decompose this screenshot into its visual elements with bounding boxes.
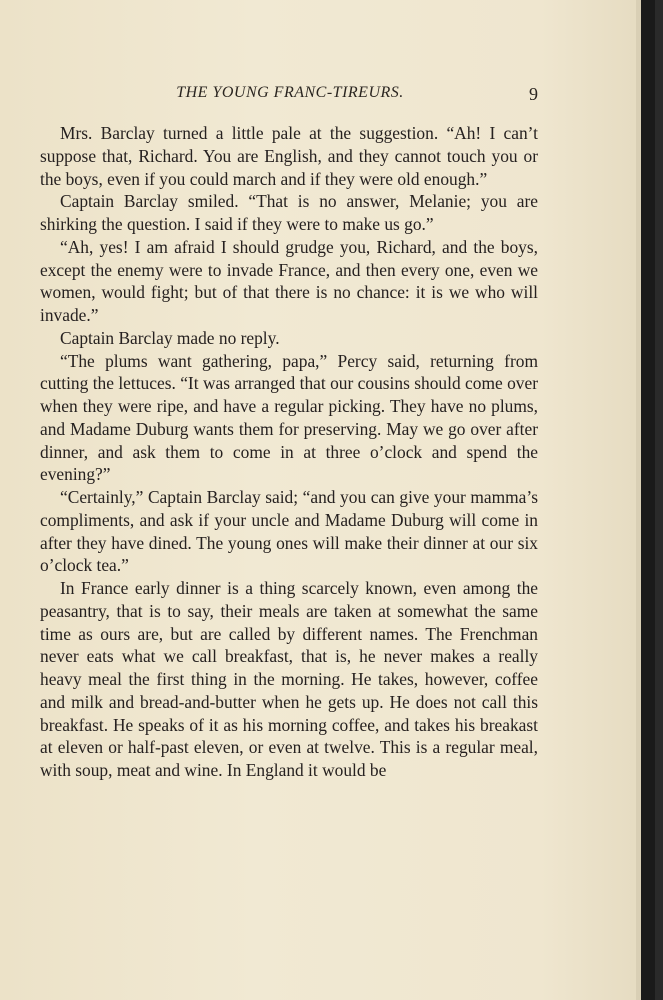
paragraph: Captain Barclay smiled. “That is no answer, Melanie; you are shirking the question. I said if they were to make us go.” — [40, 191, 538, 234]
paragraph: “The plums want gathering, papa,” Percy said, returning from cutting the lettuces. “It was arranged that our cousins should come over when they were ripe, and have a regular picking. They have no plums, and Madame Duburg wants them for preserving. May we go over after dinner, and ask them to come in at three o’clock and spend the evening?” — [40, 350, 538, 485]
book-spine-shadow — [655, 0, 663, 1000]
running-head — [42, 84, 538, 108]
body-text — [40, 122, 538, 782]
paragraph: Mrs. Barclay turned a little pale at the suggestion. “Ah! I can’t suppose that, Richard. You are English, and they cannot touch you or the boys, even if you could march and if they were old enough.” — [40, 123, 538, 189]
paragraph: Captain Barclay made no reply. — [60, 327, 280, 348]
paragraph: “Ah, yes! I am afraid I should grudge you, Richard, and the boys, except the enemy were to invade France, and then every one, even we women, would fight; but of that there is no chance: it is we who will invade.” — [40, 236, 538, 325]
paragraph: “Certainly,” Captain Barclay said; “and you can give your mamma’s compliments, and ask if your uncle and Madame Duburg will come in after they have dined. The young ones will make their dinner at our six o’clock tea.” — [40, 487, 538, 576]
page-number: 9 — [529, 84, 538, 104]
running-head-title: THE YOUNG FRANC-TIREURS. — [176, 84, 404, 101]
book-spine-shadow — [641, 0, 655, 1000]
paragraph: In France early dinner is a thing scarcely known, even among the peasantry, that is to say, their meals are taken at somewhat the same time as ours are, but are called by different names. The Frenchman never eats what we call breakfast, that is, he never makes a really heavy meal the first thing in the morning. He takes, however, coffee and milk and bread-and-butter when he gets up. He does not call this breakfast. He speaks of it as his morning coffee, and takes his breakast at eleven or half-past eleven, or even at twelve. This is a regular meal, with soup, meat and wine. In England it would be — [40, 578, 538, 780]
